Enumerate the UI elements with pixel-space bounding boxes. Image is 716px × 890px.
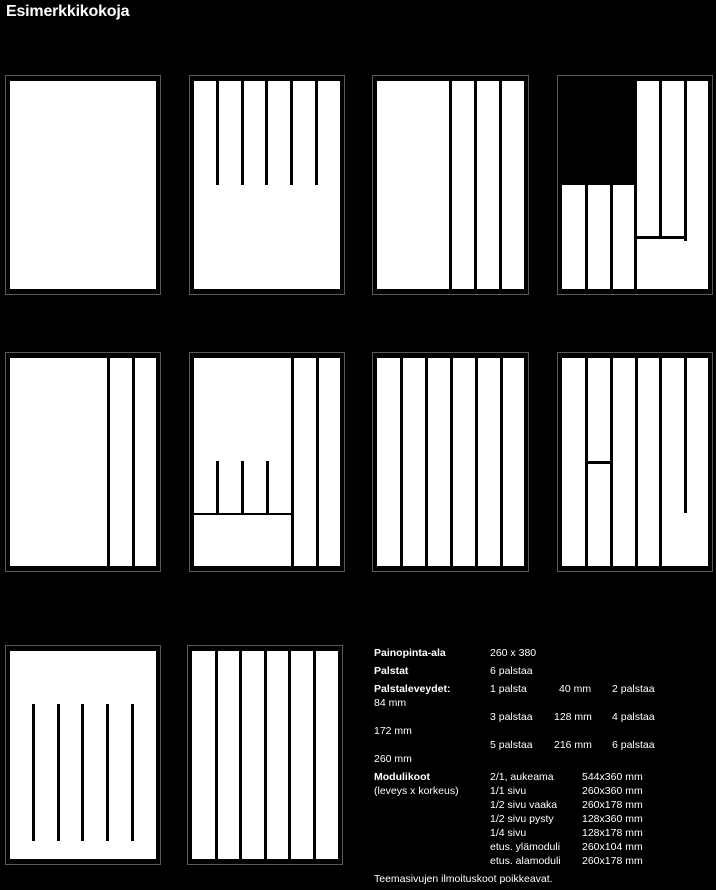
width-entry: 84 mm <box>374 697 407 709</box>
module-gap <box>637 236 684 239</box>
columns-label: Palstat <box>374 665 409 677</box>
ad-area <box>10 81 156 289</box>
example-layout-full-page <box>5 75 161 295</box>
example-layout-five-columns <box>372 352 529 572</box>
module-sizes-label: Modulikoot <box>374 771 430 783</box>
column-gap <box>450 358 453 566</box>
module-name: 1/1 sivu <box>490 785 527 797</box>
column-gap <box>32 704 35 841</box>
column-gap <box>585 185 588 289</box>
column-gap <box>132 358 135 566</box>
column-gap <box>475 358 478 566</box>
print-area-value: 260 x 380 <box>490 647 537 659</box>
width-entry: 3 palstaa <box>490 711 533 723</box>
print-area-label: Painopinta-ala <box>374 647 446 659</box>
module-size: 260x360 mm <box>582 785 643 797</box>
page-title: Esimerkkikokoja <box>6 3 130 20</box>
column-gap <box>107 358 110 566</box>
column-gap <box>266 461 269 513</box>
example-layout-two-right-columns <box>5 352 161 572</box>
column-gap <box>684 358 687 513</box>
column-gap <box>610 358 613 566</box>
column-gap <box>265 81 268 185</box>
empty-area <box>562 81 634 185</box>
column-gap <box>659 81 662 236</box>
module-size: 260x104 mm <box>582 841 643 853</box>
column-gap <box>291 358 294 566</box>
module-size: 260x178 mm <box>582 855 643 867</box>
example-layout-six-columns <box>187 645 343 865</box>
column-gap <box>635 358 638 566</box>
module-name: 2/1, aukeama <box>490 771 554 783</box>
module-size: 128x360 mm <box>582 813 643 825</box>
column-gap <box>239 651 242 859</box>
column-gap <box>316 358 319 566</box>
column-gap <box>315 81 318 185</box>
module-sizes-sublabel: (leveys x korkeus) <box>374 785 459 797</box>
module-gap <box>194 513 291 515</box>
columns-value: 6 palstaa <box>490 665 533 677</box>
column-gap <box>241 461 244 513</box>
column-gap <box>499 81 502 289</box>
column-gap <box>400 358 403 566</box>
column-gap <box>425 358 428 566</box>
column-gap <box>610 185 613 289</box>
module-name: etus. alamoduli <box>490 855 561 867</box>
example-layout-upper-columns <box>189 75 345 295</box>
column-gap <box>57 704 60 841</box>
module-name: etus. ylämoduli <box>490 841 561 853</box>
column-gap <box>500 358 503 566</box>
column-gap <box>264 651 267 859</box>
column-gap <box>216 461 219 513</box>
column-gap <box>131 704 134 841</box>
example-layout-bottom-lines <box>5 645 161 865</box>
example-layout-three-right-columns <box>372 75 529 295</box>
width-entry: 5 palstaa <box>490 739 533 751</box>
width-entry: 40 mm <box>559 683 592 695</box>
width-entry: 2 palstaa <box>612 683 655 695</box>
column-gap <box>81 704 84 841</box>
column-gap <box>659 358 662 566</box>
column-gap <box>313 651 316 859</box>
footnote: Teemasivujen ilmoituskoot poikkeavat. <box>374 873 553 885</box>
column-widths-label: Palstaleveydet: <box>374 683 451 695</box>
example-layout-right-columns-with-box <box>189 352 345 572</box>
width-entry: 172 mm <box>374 725 412 737</box>
width-entry: 1 palsta <box>490 683 527 695</box>
module-name: 1/2 sivu vaaka <box>490 799 558 811</box>
column-gap <box>684 81 687 241</box>
width-entry: 4 palstaa <box>612 711 655 723</box>
module-name: 1/4 sivu <box>490 827 527 839</box>
column-gap <box>215 651 218 859</box>
width-entry: 260 mm <box>374 753 412 765</box>
column-gap <box>449 81 452 289</box>
module-size: 260x178 mm <box>582 799 643 811</box>
width-entry: 6 palstaa <box>612 739 655 751</box>
column-gap <box>474 81 477 289</box>
width-entry: 128 mm <box>554 711 592 723</box>
column-gap <box>290 81 293 185</box>
module-size: 128x178 mm <box>582 827 643 839</box>
example-layout-mixed-modules <box>557 352 713 572</box>
module-name: 1/2 sivu pysty <box>490 813 554 825</box>
example-layout-staggered-modules <box>557 75 713 295</box>
column-gap <box>288 651 291 859</box>
module-size: 544x360 mm <box>582 771 643 783</box>
column-gap <box>216 81 219 185</box>
column-gap <box>241 81 244 185</box>
width-entry: 216 mm <box>554 739 592 751</box>
column-gap <box>106 704 109 841</box>
column-gap <box>634 81 637 289</box>
module-gap <box>588 461 610 464</box>
